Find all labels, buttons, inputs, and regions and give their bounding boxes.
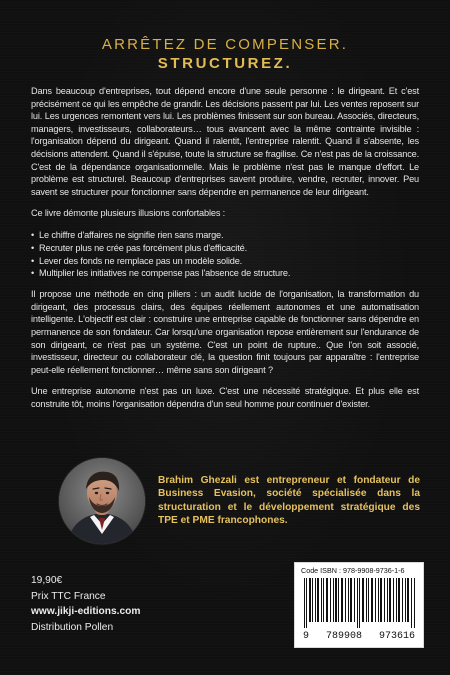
illusion-list-item: • Multiplier les initiatives ne compense pas l'absence de structure. bbox=[31, 267, 419, 280]
book-price: 19,90€ bbox=[31, 575, 63, 586]
barcode-digit-group-1: 789908 bbox=[325, 631, 362, 642]
barcode-digit-group-2: 973616 bbox=[378, 631, 415, 642]
description-paragraph-4: Une entreprise autonome n'est pas un luxe. C'est une nécessité stratégique. Et plus elle est construite tôt, moins l'organisation dépendra d'un seul homme pour continuer d'exister. bbox=[31, 386, 419, 409]
author-portrait bbox=[59, 458, 145, 544]
publisher-website: www.jikji-editions.com bbox=[31, 606, 141, 617]
description-paragraph-3: Il propose une méthode en cinq piliers : un audit lucide de l'organisation, la transformation du dirigeant, des processus clairs, des équipes réellement autonomes et une automatisation intelligente. L'objectif est clair : construire une entreprise capable de fonctionner sans dépendre en permanence de son fondateur. Car lorsqu'une organisation repose entièrement sur l'endurance de son dirigeant, ce n'est pas un système. C'est un point de rupture.. Que l'on soit associé, investisseur, directeur ou collaborateur clé, la question finit toujours par apparaître : l'entreprise peut-elle réellement fonctionner… même sans son dirigeant ? bbox=[31, 289, 419, 375]
isbn-barcode-box bbox=[294, 562, 424, 648]
illusion-list-item: • Recruter plus ne crée pas forcément plus d'efficacité. bbox=[31, 242, 419, 255]
author-biography: Brahim Ghezali est entrepreneur et fondateur de Business Evasion, société spécialisée dans la structuration et le développement stratégique des TPE et PME francophones. bbox=[158, 475, 420, 526]
cover-title-line-2: STRUCTUREZ. bbox=[157, 55, 293, 72]
tax-label: Prix TTC France bbox=[31, 590, 106, 602]
description-paragraph-2: Ce livre démonte plusieurs illusions confortables : bbox=[31, 208, 226, 219]
illusion-list-item: • Lever des fonds ne remplace pas un modèle solide. bbox=[31, 255, 419, 268]
description-paragraph-1: Dans beaucoup d'entreprises, tout dépend encore d'une seule personne : le dirigeant. Et c'est précisément ce qui les empêche de grandir. Les décisions passent par lui. Les ventes reposent sur lui. Les urgences remontent vers lui. Les problèmes finissent sur son bureau. Associés, directeurs, managers, investisseurs, collaborateurs… tous avancent avec la même contrainte invisible : l'organisation dépend du dirigeant. Quand il ralentit, l'entreprise ralentit. Quand il s'absente, les décisions attendent. Quand il s'épuise, toute la structure se fragilise. Ce n'est pas de la croissance. C'est de la dépendance organisationnelle. Mais le problème n'est pas le manque d'effort. Le problème est structurel. Beaucoup d'entreprises savent produire, vendre, recruter, innover. Peu savent se structurer pour fonctionner sans dépendre en permanence de leur dirigeant. bbox=[31, 86, 419, 197]
cover-title-line-1: ARRÊTEZ DE COMPENSER. bbox=[101, 36, 349, 53]
illusion-list-item: • Le chiffre d'affaires ne signifie rien sans marge. bbox=[31, 229, 419, 242]
cover-description bbox=[31, 85, 419, 419]
publication-info bbox=[31, 573, 211, 635]
author-portrait-illustration bbox=[59, 458, 145, 544]
distribution-info: Distribution Pollen bbox=[31, 621, 114, 633]
barcode-digit-prefix: 9 bbox=[303, 631, 310, 642]
barcode-number bbox=[303, 631, 415, 643]
barcode-graphic bbox=[303, 578, 417, 628]
illusion-list bbox=[31, 229, 419, 280]
isbn-label: Code ISBN : 978-9908-9736-1-6 bbox=[301, 566, 405, 575]
